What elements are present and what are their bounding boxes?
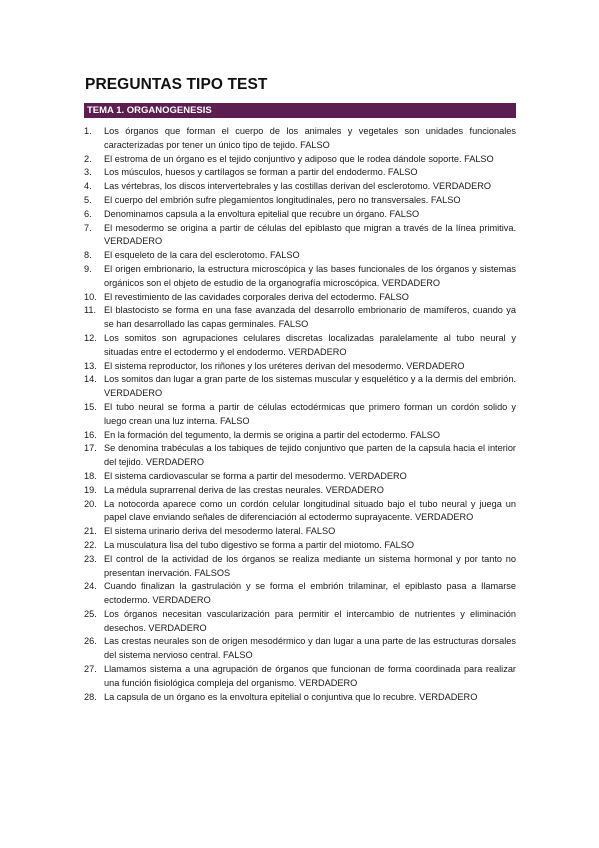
question-number: 27.	[84, 664, 97, 675]
question-text: Se denomina trabéculas a los tabiques de tejido conjuntivo que parten de la capsula hacia el interior del tejido. VERDADERO	[104, 443, 516, 468]
question-item	[84, 691, 516, 705]
question-item	[84, 442, 516, 470]
question-item	[84, 539, 516, 553]
question-item	[84, 332, 516, 360]
question-number: 28.	[84, 691, 97, 702]
question-item	[84, 180, 516, 194]
question-number: 3.	[84, 167, 92, 178]
question-item	[84, 263, 516, 291]
question-number: 17.	[84, 443, 97, 454]
question-text: El mesodermo se origina a partir de células del epiblasto que migran a través de la línea primitiva. VERDADERO	[104, 222, 516, 247]
question-item	[84, 553, 516, 581]
question-number: 13.	[84, 360, 97, 371]
question-item	[84, 125, 516, 153]
section-header	[84, 103, 516, 118]
question-item	[84, 608, 516, 636]
question-item	[84, 304, 516, 332]
question-text: Cuando finalizan la gastrulación y se forma el embrión trilaminar, el epiblasto pasa a llamarse ectodermo. VERDADERO	[104, 581, 516, 606]
question-item	[84, 360, 516, 374]
question-item	[84, 291, 516, 305]
question-number: 4.	[84, 181, 92, 192]
question-text: El origen embrionario, la estructura microscópica y las bases funcionales de los órganos y sistemas orgánicos son el objeto de estudio de la organografía microscópica. VERDADERO	[104, 263, 516, 288]
question-text: El sistema reproductor, los riñones y los uréteres derivan del mesodermo. VERDADERO	[104, 360, 465, 371]
question-text: La capsula de un órgano es la envoltura epitelial o conjuntiva que lo recubre. VERDADERO	[104, 691, 478, 702]
question-number: 19.	[84, 484, 97, 495]
question-text: La notocorda aparece como un cordón celular longitudinal situado bajo el tubo neural y juega un papel clave enviando señales de diferenciación al ectodermo suprayacente. VERDADERO	[104, 498, 516, 523]
question-text: El blastocisto se forma en una fase avanzada del desarrollo embrionario de mamíferos, cuando ya se han desarrollado las capas germinales. FALSO	[104, 305, 516, 330]
question-number: 25.	[84, 608, 97, 619]
question-text: Llamamos sistema a una agrupación de órganos que funcionan de forma coordinada para realizar una función fisiológica compleja del organismo. VERDADERO	[104, 664, 516, 688]
question-item	[84, 401, 516, 429]
question-text: Los somitos son agrupaciones celulares discretas localizadas paralelamente al tubo neural y situadas entre el ectodermo y el endodermo. VERDADERO	[104, 332, 516, 357]
question-number: 1.	[84, 126, 92, 136]
question-item	[84, 166, 516, 180]
page-title: PREGUNTAS TIPO TEST	[85, 76, 268, 93]
question-number: 9.	[84, 263, 92, 274]
question-item	[84, 249, 516, 263]
question-item	[84, 194, 516, 208]
question-item	[84, 222, 516, 250]
question-number: 21.	[84, 526, 97, 537]
question-text: La médula suprarrenal deriva de las crestas neurales. VERDADERO	[104, 484, 384, 495]
section-title: TEMA 1. ORGANOGENESIS	[87, 105, 212, 116]
question-item	[84, 373, 516, 401]
question-number: 11.	[84, 305, 97, 316]
question-number: 7.	[84, 222, 92, 233]
question-item	[84, 635, 516, 663]
question-item	[84, 484, 516, 498]
question-text: El sistema urinario deriva del mesodermo lateral. FALSO	[104, 526, 336, 537]
question-number: 24.	[84, 581, 97, 592]
question-number: 2.	[84, 153, 92, 164]
question-number: 5.	[84, 194, 92, 205]
question-number: 26.	[84, 636, 97, 647]
question-number: 8.	[84, 250, 92, 261]
question-text: La musculatura lisa del tubo digestivo se forma a partir del miotomo. FALSO	[104, 539, 414, 550]
question-item	[84, 663, 516, 691]
question-text: En la formación del tegumento, la dermis se origina a partir del ectodermo. FALSO	[104, 429, 441, 440]
question-text: Los órganos que forman el cuerpo de los animales y vegetales son unidades funcionales caracterizadas por tener un único tipo de tejido. FALSO	[104, 126, 516, 150]
question-text: El sistema cardiovascular se forma a partir del mesodermo. VERDADERO	[104, 470, 407, 481]
question-number: 20.	[84, 498, 97, 509]
question-item	[84, 470, 516, 484]
question-item	[84, 208, 516, 222]
question-text: El tubo neural se forma a partir de células ectodérmicas que primero forman un cordón solido y luego crean una luz interna. FALSO	[104, 401, 516, 426]
question-number: 22.	[84, 539, 97, 550]
question-text: Los somitos dan lugar a gran parte de los sistemas muscular y esquelético y a la dermis del embrión. VERDADERO	[104, 374, 516, 399]
question-item	[84, 429, 516, 443]
question-number: 23.	[84, 553, 97, 564]
question-number: 14.	[84, 374, 97, 385]
question-item	[84, 525, 516, 539]
question-text: Las crestas neurales son de origen mesodérmico y dan lugar a una parte de las estructuras dorsales del sistema nervioso central. FALSO	[104, 636, 516, 661]
question-text: Las vértebras, los discos intervertebrales y las costillas derivan del esclerotomo. VERDADERO	[104, 181, 492, 192]
question-text: Los órganos necesitan vascularización para permitir el intercambio de nutrientes y eliminación desechos. VERDADERO	[104, 608, 516, 633]
question-text: Denominamos capsula a la envoltura epitelial que recubre un órgano. FALSO	[104, 208, 420, 219]
question-text: Los músculos, huesos y cartílagos se forman a partir del endodermo. FALSO	[104, 167, 418, 178]
question-number: 6.	[84, 208, 92, 219]
question-text: El estroma de un órgano es el tejido conjuntivo y adiposo que le rodea dándole soporte. FALSO	[104, 153, 494, 164]
question-number: 16.	[84, 429, 97, 440]
question-text: El esqueleto de la cara del esclerotomo. FALSO	[104, 250, 300, 261]
question-text: El revestimiento de las cavidades corporales deriva del ectodermo. FALSO	[104, 291, 409, 302]
question-number: 12.	[84, 332, 97, 343]
question-item	[84, 498, 516, 526]
question-number: 10.	[84, 291, 97, 302]
question-number: 18.	[84, 470, 97, 481]
question-text: El control de la actividad de los órganos se realiza mediante un sistema hormonal y por tanto no presentan inervación. FALSOS	[104, 553, 516, 578]
question-number: 15.	[84, 401, 97, 412]
question-item	[84, 153, 516, 167]
question-item	[84, 580, 516, 608]
question-list	[84, 125, 516, 704]
question-text: El cuerpo del embrión sufre plegamientos longitudinales, pero no transversales. FALSO	[104, 194, 461, 205]
